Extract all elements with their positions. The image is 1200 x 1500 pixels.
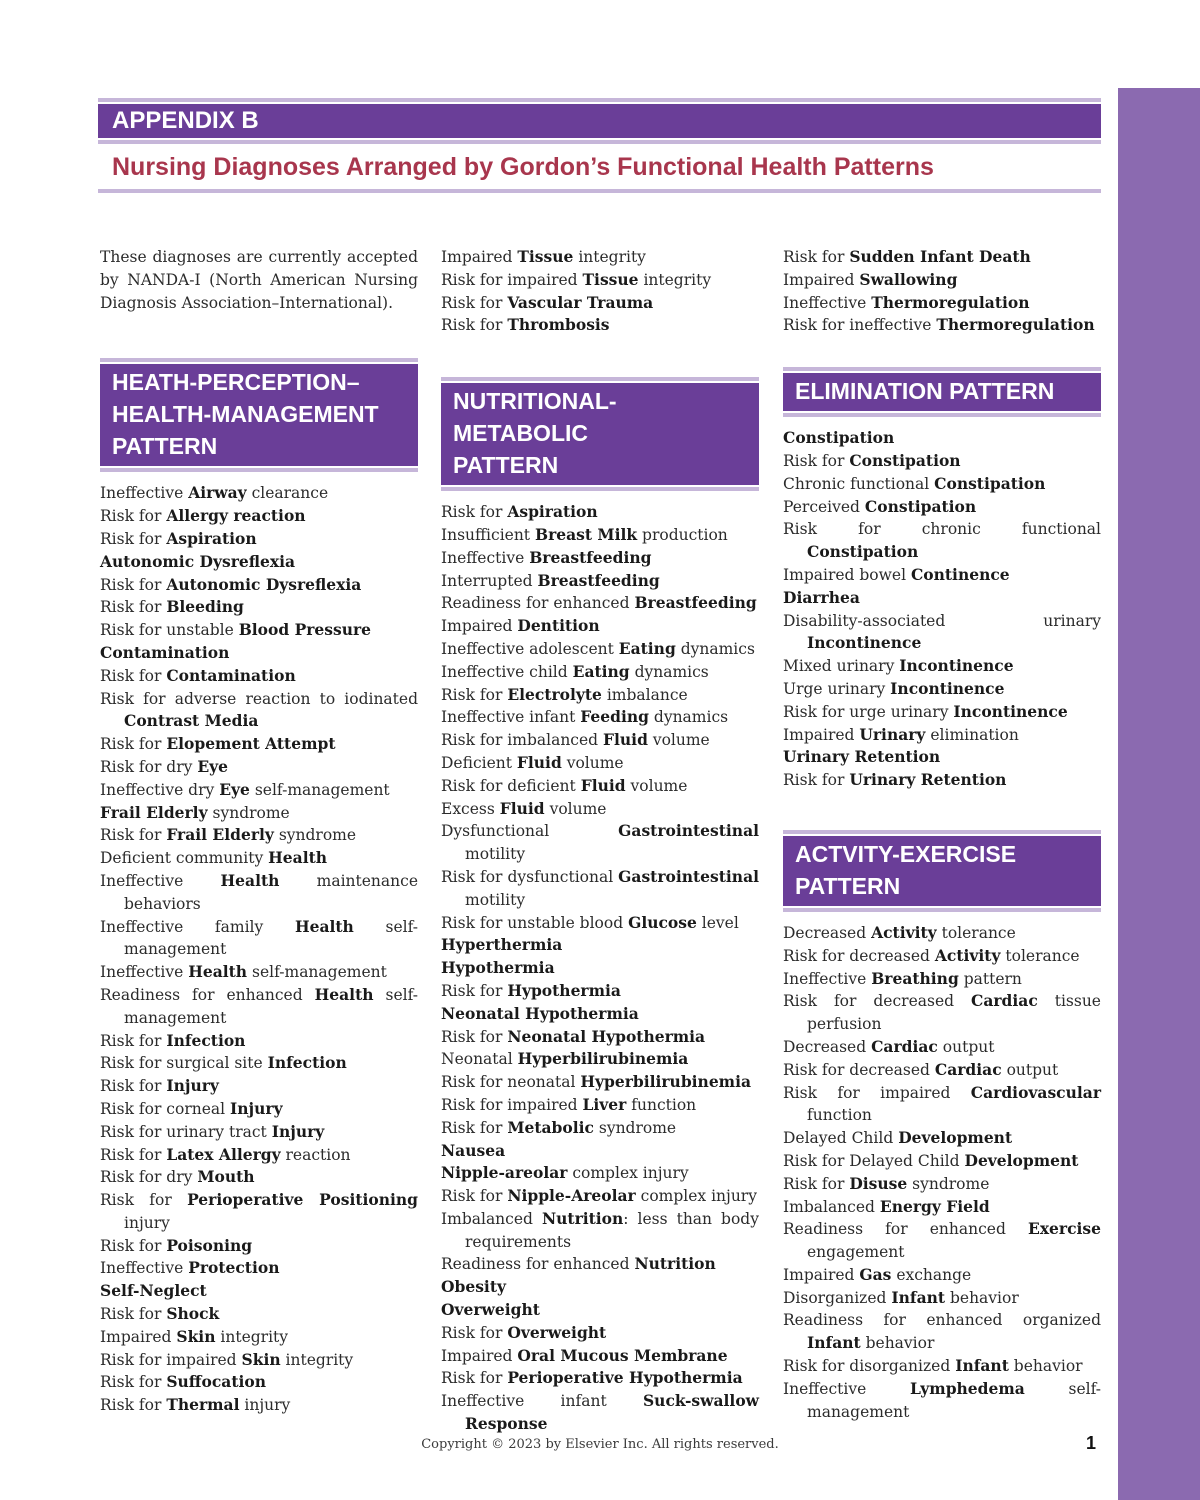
diagnosis-item: Imbalanced Nutrition: less than body requirements <box>441 1208 759 1251</box>
section-heading-elimination <box>783 367 1101 417</box>
item-list-nutritional-continued <box>783 246 1101 337</box>
diagnosis-item: Decreased Activity tolerance <box>783 922 1016 942</box>
diagnosis-keyword: Breastfeeding <box>634 593 757 613</box>
diagnosis-item <box>441 1140 759 1163</box>
diagnosis-item: Ineffective Airway clearance <box>100 483 329 503</box>
diagnosis-keyword: Autonomic Dysreflexia <box>166 574 362 594</box>
diagnosis-item: Risk for Injury <box>100 1076 219 1096</box>
diagnosis-item: Readiness for enhanced Exercise engagement <box>783 1219 1101 1262</box>
diagnosis-item: Ineffective adolescent Eating dynamics <box>441 638 755 658</box>
diagnosis-keyword: Eye <box>197 756 229 776</box>
diagnosis-item: Risk for urinary tract Injury <box>100 1121 325 1141</box>
diagnosis-keyword: Urinary Retention <box>849 770 1007 790</box>
diagnosis-keyword: Perioperative Hypothermia <box>507 1368 743 1388</box>
diagnosis-keyword: Cardiac <box>934 1059 1002 1079</box>
diagnosis-item: Impaired Oral Mucous Membrane <box>441 1345 728 1365</box>
diagnosis-item: Risk for Bleeding <box>100 597 244 617</box>
diagnosis-keyword: Allergy reaction <box>166 506 306 526</box>
item-list-nutritional <box>441 501 759 1436</box>
diagnosis-keyword: Nausea <box>441 1140 506 1160</box>
diagnosis-item <box>783 427 1101 450</box>
diagnosis-keyword: Injury <box>271 1121 325 1141</box>
diagnosis-keyword: Hypothermia <box>507 980 621 1000</box>
diagnosis-item: Readiness for enhanced organized Infant behavior <box>783 1311 1101 1353</box>
diagnosis-item: Risk for Nipple-Areolar complex injury <box>441 1186 757 1206</box>
diagnosis-keyword: Glucose <box>628 912 697 932</box>
diagnosis-item: Impaired Swallowing <box>783 269 958 289</box>
diagnosis-item: Risk for impaired Cardiovascular function <box>783 1082 1101 1125</box>
diagnosis-item: Ineffective child Eating dynamics <box>441 661 709 681</box>
diagnosis-keyword: Elopement Attempt <box>166 734 336 754</box>
diagnosis-item: Risk for Vascular Trauma <box>441 292 654 312</box>
diagnosis-item: Risk for Latex Allergy reaction <box>100 1144 351 1164</box>
diagnosis-keyword: Health <box>294 916 354 936</box>
diagnosis-item <box>783 746 1101 769</box>
diagnosis-keyword: Aspiration <box>166 528 257 548</box>
diagnosis-keyword: Nipple-Areolar <box>507 1186 636 1206</box>
diagnosis-keyword: Health <box>268 848 328 868</box>
diagnosis-item <box>100 642 418 665</box>
diagnosis-item: Risk for surgical site Infection <box>100 1053 347 1073</box>
diagnosis-keyword: Nutrition <box>541 1208 624 1228</box>
diagnosis-item <box>441 957 759 980</box>
diagnosis-item: Risk for Aspiration <box>100 528 257 548</box>
diagnosis-item: Risk for Perioperative Hypothermia <box>441 1368 743 1388</box>
diagnosis-item: Risk for decreased Activity tolerance <box>783 945 1080 965</box>
item-list-activity <box>783 922 1101 1424</box>
diagnosis-item: Risk for chronic functional Constipation <box>783 520 1101 562</box>
section-heading-line: ACTVITY-EXERCISE <box>795 840 1017 867</box>
diagnosis-item: Impaired Tissue integrity <box>441 247 646 266</box>
diagnosis-item: Risk for Urinary Retention <box>783 770 1007 790</box>
diagnosis-item: Risk for imbalanced Fluid volume <box>441 730 710 750</box>
diagnosis-keyword: Blood Pressure <box>238 620 372 640</box>
diagnosis-keyword: Liver <box>582 1094 627 1114</box>
diagnosis-keyword: Constipation <box>864 496 977 516</box>
diagnosis-item: Impaired bowel Continence <box>783 564 1010 584</box>
diagnosis-item: Risk for decreased Cardiac tissue perfusion <box>783 991 1101 1034</box>
diagnosis-item: Risk for corneal Injury <box>100 1098 283 1118</box>
diagnosis-keyword: Frail Elderly <box>100 802 208 822</box>
diagnosis-keyword: Hyperthermia <box>441 935 563 955</box>
diagnosis-item: Risk for Elopement Attempt <box>100 734 336 754</box>
diagnosis-item: Ineffective Lymphedema self-management <box>783 1378 1101 1421</box>
diagnosis-item: Risk for Metabolic syndrome <box>441 1117 677 1137</box>
diagnosis-keyword: Cardiac <box>871 1036 938 1056</box>
diagnosis-item: Urge urinary Incontinence <box>783 678 1005 698</box>
diagnosis-item: Impaired Skin integrity <box>100 1326 289 1346</box>
diagnosis-item: Ineffective infant Suck-swallow Response <box>441 1391 759 1434</box>
diagnosis-keyword: Incontinence <box>890 678 1005 698</box>
diagnosis-item: Nipple-areolar complex injury <box>441 1163 689 1183</box>
diagnosis-item: Ineffective Protection <box>100 1258 280 1278</box>
diagnosis-item: Risk for Electrolyte imbalance <box>441 684 688 704</box>
diagnosis-keyword: Lymphedema <box>909 1378 1025 1398</box>
diagnosis-keyword: Gastrointestinal <box>618 866 759 886</box>
diagnosis-keyword: Neonatal Hypothermia <box>507 1026 706 1046</box>
diagnosis-keyword: Fluid <box>603 730 648 750</box>
diagnosis-keyword: Metabolic <box>507 1117 594 1137</box>
diagnosis-keyword: Poisoning <box>166 1235 253 1255</box>
page-number: 1 <box>1086 1433 1097 1453</box>
diagnosis-item: Ineffective Health self-management <box>100 962 387 982</box>
diagnosis-item <box>100 1280 418 1303</box>
diagnosis-keyword: Overweight <box>441 1300 540 1320</box>
diagnosis-keyword: Frail Elderly <box>166 825 274 845</box>
diagnosis-item <box>441 1299 759 1322</box>
diagnosis-keyword: Fluid <box>516 752 562 772</box>
diagnosis-keyword: Constipation <box>783 428 895 448</box>
section-heading-line: PATTERN <box>112 433 218 460</box>
diagnosis-keyword: Hyperbilirubinemia <box>580 1072 752 1092</box>
diagnosis-item: Risk for unstable Blood Pressure <box>100 620 372 640</box>
diagnosis-keyword: Cardiac <box>971 991 1038 1011</box>
diagnosis-item: Readiness for enhanced Nutrition <box>441 1254 716 1274</box>
diagnosis-item: Risk for Thrombosis <box>441 315 610 335</box>
diagnosis-item: Ineffective infant Feeding dynamics <box>441 707 729 727</box>
diagnosis-keyword: Thermoregulation <box>936 315 1095 335</box>
diagnosis-keyword: Exercise <box>1028 1219 1101 1239</box>
diagnosis-keyword: Breastfeeding <box>529 547 652 567</box>
diagnosis-item: Risk for impaired Liver function <box>441 1094 697 1114</box>
diagnosis-keyword: Urinary <box>859 724 926 744</box>
copyright-footer: Copyright © 2023 by Elsevier Inc. All rights reserved. <box>421 1437 779 1452</box>
diagnosis-item <box>441 1003 759 1026</box>
diagnosis-item <box>441 934 759 957</box>
diagnosis-keyword: Aspiration <box>507 502 598 522</box>
diagnosis-item: Risk for Frail Elderly syndrome <box>100 825 357 845</box>
diagnosis-keyword: Oral Mucous Membrane <box>517 1345 728 1365</box>
diagnosis-keyword: Bleeding <box>166 597 244 617</box>
diagnosis-keyword: Gastrointestinal <box>618 821 759 841</box>
diagnosis-item <box>100 551 418 574</box>
diagnosis-keyword: Vascular Trauma <box>507 292 654 312</box>
diagnosis-item: Deficient Fluid volume <box>441 752 624 772</box>
diagnosis-item: Risk for urge urinary Incontinence <box>783 701 1068 721</box>
section-heading-activity <box>783 830 1101 912</box>
side-tab <box>1118 88 1200 1500</box>
diagnosis-keyword: Eating <box>618 638 676 658</box>
diagnosis-item: Impaired Gas exchange <box>783 1264 972 1284</box>
diagnosis-keyword: Urinary Retention <box>783 747 941 767</box>
diagnosis-keyword: Contamination <box>166 665 296 685</box>
diagnosis-item: Risk for neonatal Hyperbilirubinemia <box>441 1072 752 1092</box>
section-heading-text <box>783 836 1101 906</box>
diagnosis-keyword: Hypothermia <box>441 958 555 978</box>
section-heading-line: ELIMINATION PATTERN <box>795 378 1055 405</box>
diagnosis-item: Risk for Constipation <box>783 450 961 470</box>
diagnosis-keyword: Perioperative Positioning <box>187 1190 418 1210</box>
diagnosis-item: Risk for Neonatal Hypothermia <box>441 1026 706 1046</box>
diagnosis-item: Ineffective family Health self-management <box>100 916 419 959</box>
diagnosis-item: Chronic functional Constipation <box>783 473 1046 493</box>
diagnosis-item: Risk for Hypothermia <box>441 980 621 1000</box>
intro-paragraph: These diagnoses are currently accepted by NANDA-I (North American Nursing Diagnosis Association–International). <box>100 248 418 312</box>
diagnosis-keyword: Thermal <box>166 1395 240 1415</box>
header-rule-top <box>98 98 1101 102</box>
diagnosis-keyword: Injury <box>166 1076 219 1096</box>
item-list-health-perception-continued <box>441 246 759 337</box>
diagnosis-item: Risk for Shock <box>100 1304 220 1324</box>
diagnosis-keyword: Autonomic Dysreflexia <box>100 551 296 571</box>
diagnosis-item: Mixed urinary Incontinence <box>783 656 1014 676</box>
diagnosis-keyword: Thermoregulation <box>871 292 1030 312</box>
diagnosis-item: Risk for Contamination <box>100 665 296 685</box>
page-subtitle: Nursing Diagnoses Arranged by Gordon’s Functional Health Patterns <box>112 153 934 181</box>
diagnosis-keyword: Nutrition <box>634 1254 716 1274</box>
diagnosis-item: Risk for ineffective Thermoregulation <box>783 315 1095 335</box>
diagnosis-item: Impaired Urinary elimination <box>783 724 1019 744</box>
section-heading-text <box>441 383 759 485</box>
diagnosis-item: Risk for Autonomic Dysreflexia <box>100 574 362 594</box>
diagnosis-item: Risk for unstable blood Glucose level <box>441 912 739 932</box>
diagnosis-item: Risk for decreased Cardiac output <box>783 1059 1059 1079</box>
diagnosis-keyword: Electrolyte <box>507 684 602 704</box>
diagnosis-item <box>783 587 1101 610</box>
item-list-elimination <box>783 427 1101 792</box>
diagnosis-keyword: Eating <box>572 661 630 681</box>
diagnosis-keyword: Injury <box>230 1098 283 1118</box>
diagnosis-keyword: Dentition <box>517 616 600 636</box>
diagnosis-keyword: Breathing <box>871 968 959 988</box>
diagnosis-keyword: Self-Neglect <box>100 1281 207 1301</box>
diagnosis-keyword: Fluid <box>499 798 545 818</box>
diagnosis-keyword: Incontinence <box>807 633 922 653</box>
section-heading-health-perception <box>100 358 418 472</box>
diagnosis-keyword: Latex Allergy <box>166 1144 281 1164</box>
diagnosis-item: Risk for Thermal injury <box>100 1395 291 1415</box>
diagnosis-item: Impaired Dentition <box>441 616 600 636</box>
diagnosis-item: Delayed Child Development <box>783 1128 1013 1148</box>
diagnosis-item: Risk for impaired Tissue integrity <box>441 269 712 289</box>
section-heading-line: HEALTH-MANAGEMENT <box>112 401 379 428</box>
diagnosis-item: Risk for impaired Skin integrity <box>100 1349 354 1369</box>
diagnosis-item: Risk for Allergy reaction <box>100 506 306 526</box>
section-heading-text <box>100 364 418 466</box>
diagnosis-item: Imbalanced Energy Field <box>783 1196 990 1216</box>
diagnosis-keyword: Activity <box>934 945 1001 965</box>
diagnosis-item: Risk for Overweight <box>441 1322 607 1342</box>
diagnosis-keyword: Infection <box>166 1030 246 1050</box>
diagnosis-keyword: Suffocation <box>166 1372 266 1392</box>
diagnosis-keyword: Constipation <box>849 450 961 470</box>
diagnosis-keyword: Contamination <box>100 642 230 662</box>
diagnosis-keyword: Constipation <box>807 542 919 562</box>
diagnosis-keyword: Sudden Infant Death <box>849 247 1031 266</box>
column-3 <box>783 246 1101 1423</box>
diagnosis-keyword: Eye <box>219 779 250 799</box>
diagnosis-item: Perceived Constipation <box>783 496 977 516</box>
diagnosis-keyword: Infection <box>267 1053 347 1073</box>
diagnosis-item: Ineffective Thermoregulation <box>783 292 1030 312</box>
diagnosis-item: Risk for Sudden Infant Death <box>783 247 1031 266</box>
section-heading-text <box>783 373 1101 411</box>
diagnosis-keyword: Development <box>898 1128 1013 1148</box>
diagnosis-keyword: Gas <box>859 1264 892 1284</box>
diagnosis-item: Risk for disorganized Infant behavior <box>783 1356 1083 1376</box>
diagnosis-keyword: Energy Field <box>879 1196 990 1216</box>
diagnosis-keyword: Hyperbilirubinemia <box>517 1049 689 1069</box>
diagnosis-keyword: Feeding <box>580 707 649 727</box>
diagnosis-item: Interrupted Breastfeeding <box>441 570 660 590</box>
diagnosis-keyword: Swallowing <box>859 269 958 289</box>
diagnosis-item: Ineffective Breathing pattern <box>783 968 1022 988</box>
diagnosis-keyword: Breast Milk <box>534 524 638 544</box>
section-heading-nutritional <box>441 377 759 491</box>
column-1 <box>100 246 418 1417</box>
diagnosis-keyword: Thrombosis <box>507 315 610 335</box>
diagnosis-item: Risk for adverse reaction to iodinated Contrast Media <box>100 689 418 731</box>
appendix-title: APPENDIX B <box>98 104 1101 138</box>
diagnosis-item: Disorganized Infant behavior <box>783 1287 1019 1307</box>
header-rule-middle <box>98 140 1101 144</box>
section-heading-line: HEATH-PERCEPTION– <box>112 369 360 396</box>
diagnosis-item <box>441 1276 759 1299</box>
diagnosis-item: Risk for Disuse syndrome <box>783 1173 990 1193</box>
diagnosis-keyword: Development <box>964 1150 1079 1170</box>
diagnosis-keyword: Skin <box>241 1349 281 1369</box>
diagnosis-keyword: Constipation <box>934 473 1046 493</box>
diagnosis-keyword: Infant <box>955 1356 1009 1376</box>
diagnosis-item: Ineffective dry Eye self-management <box>100 779 390 799</box>
diagnosis-keyword: Overweight <box>507 1322 607 1342</box>
diagnosis-keyword: Activity <box>871 922 937 942</box>
diagnosis-keyword: Health <box>188 962 248 982</box>
diagnosis-keyword: Protection <box>188 1258 280 1278</box>
diagnosis-item: Risk for Aspiration <box>441 502 598 522</box>
diagnosis-keyword: Airway <box>188 483 247 503</box>
diagnosis-item: Ineffective Health maintenance behaviors <box>100 870 418 913</box>
diagnosis-item: Decreased Cardiac output <box>783 1036 995 1056</box>
diagnosis-keyword: Tissue <box>582 269 639 289</box>
section-heading-line: PATTERN <box>795 872 901 899</box>
diagnosis-keyword: Contrast Media <box>124 711 259 731</box>
diagnosis-keyword: Health <box>314 984 374 1004</box>
diagnosis-keyword: Diarrhea <box>783 587 860 607</box>
diagnosis-item: Deficient community Health <box>100 848 328 868</box>
diagnosis-keyword: Nipple-areolar <box>441 1163 568 1183</box>
diagnosis-item: Readiness for enhanced Health self-management <box>100 984 418 1027</box>
diagnosis-keyword: Incontinence <box>899 656 1014 676</box>
diagnosis-item: Disability-associated urinary Incontinence <box>783 611 1101 653</box>
diagnosis-item: Dysfunctional Gastrointestinal motility <box>441 821 759 864</box>
diagnosis-keyword: Shock <box>166 1304 220 1324</box>
diagnosis-keyword: Disuse <box>849 1173 908 1193</box>
diagnosis-keyword: Health <box>220 870 280 890</box>
diagnosis-keyword: Obesity <box>441 1277 506 1297</box>
diagnosis-item: Excess Fluid volume <box>441 798 607 818</box>
item-list-health-perception <box>100 482 418 1417</box>
diagnosis-item: Risk for Perioperative Positioning injury <box>100 1190 418 1232</box>
diagnosis-keyword: Continence <box>910 564 1010 584</box>
diagnosis-keyword: Infant <box>891 1287 946 1307</box>
diagnosis-item: Risk for dry Eye <box>100 756 229 776</box>
diagnosis-item: Frail Elderly syndrome <box>100 802 290 822</box>
diagnosis-keyword: Cardiovascular <box>970 1082 1101 1102</box>
diagnosis-item: Risk for Suffocation <box>100 1372 266 1392</box>
diagnosis-keyword: Fluid <box>580 775 626 795</box>
diagnosis-keyword: Incontinence <box>953 701 1068 721</box>
diagnosis-keyword: Neonatal Hypothermia <box>441 1003 639 1023</box>
diagnosis-item: Risk for Infection <box>100 1030 246 1050</box>
diagnosis-item: Insufficient Breast Milk production <box>441 524 728 544</box>
diagnosis-keyword: Skin <box>176 1326 216 1346</box>
diagnosis-item: Risk for Poisoning <box>100 1235 253 1255</box>
diagnosis-keyword: Infant <box>807 1333 861 1353</box>
diagnosis-item: Ineffective Breastfeeding <box>441 547 652 567</box>
section-heading-line: PATTERN <box>453 452 559 479</box>
diagnosis-item: Neonatal Hyperbilirubinemia <box>441 1049 689 1069</box>
diagnosis-item: Readiness for enhanced Breastfeeding <box>441 593 757 613</box>
diagnosis-keyword: Tissue <box>517 247 574 266</box>
diagnosis-keyword: Suck-swallow Response <box>465 1391 759 1434</box>
diagnosis-item: Risk for dry Mouth <box>100 1167 255 1187</box>
diagnosis-keyword: Breastfeeding <box>537 570 660 590</box>
header-rule-bottom <box>98 189 1101 193</box>
diagnosis-item: Risk for deficient Fluid volume <box>441 775 688 795</box>
diagnosis-keyword: Mouth <box>197 1167 255 1187</box>
diagnosis-item: Risk for Delayed Child Development <box>783 1150 1079 1170</box>
section-heading-line: NUTRITIONAL-METABOLIC <box>453 388 617 447</box>
column-2 <box>441 246 759 1436</box>
diagnosis-item: Risk for dysfunctional Gastrointestinal motility <box>441 866 759 909</box>
